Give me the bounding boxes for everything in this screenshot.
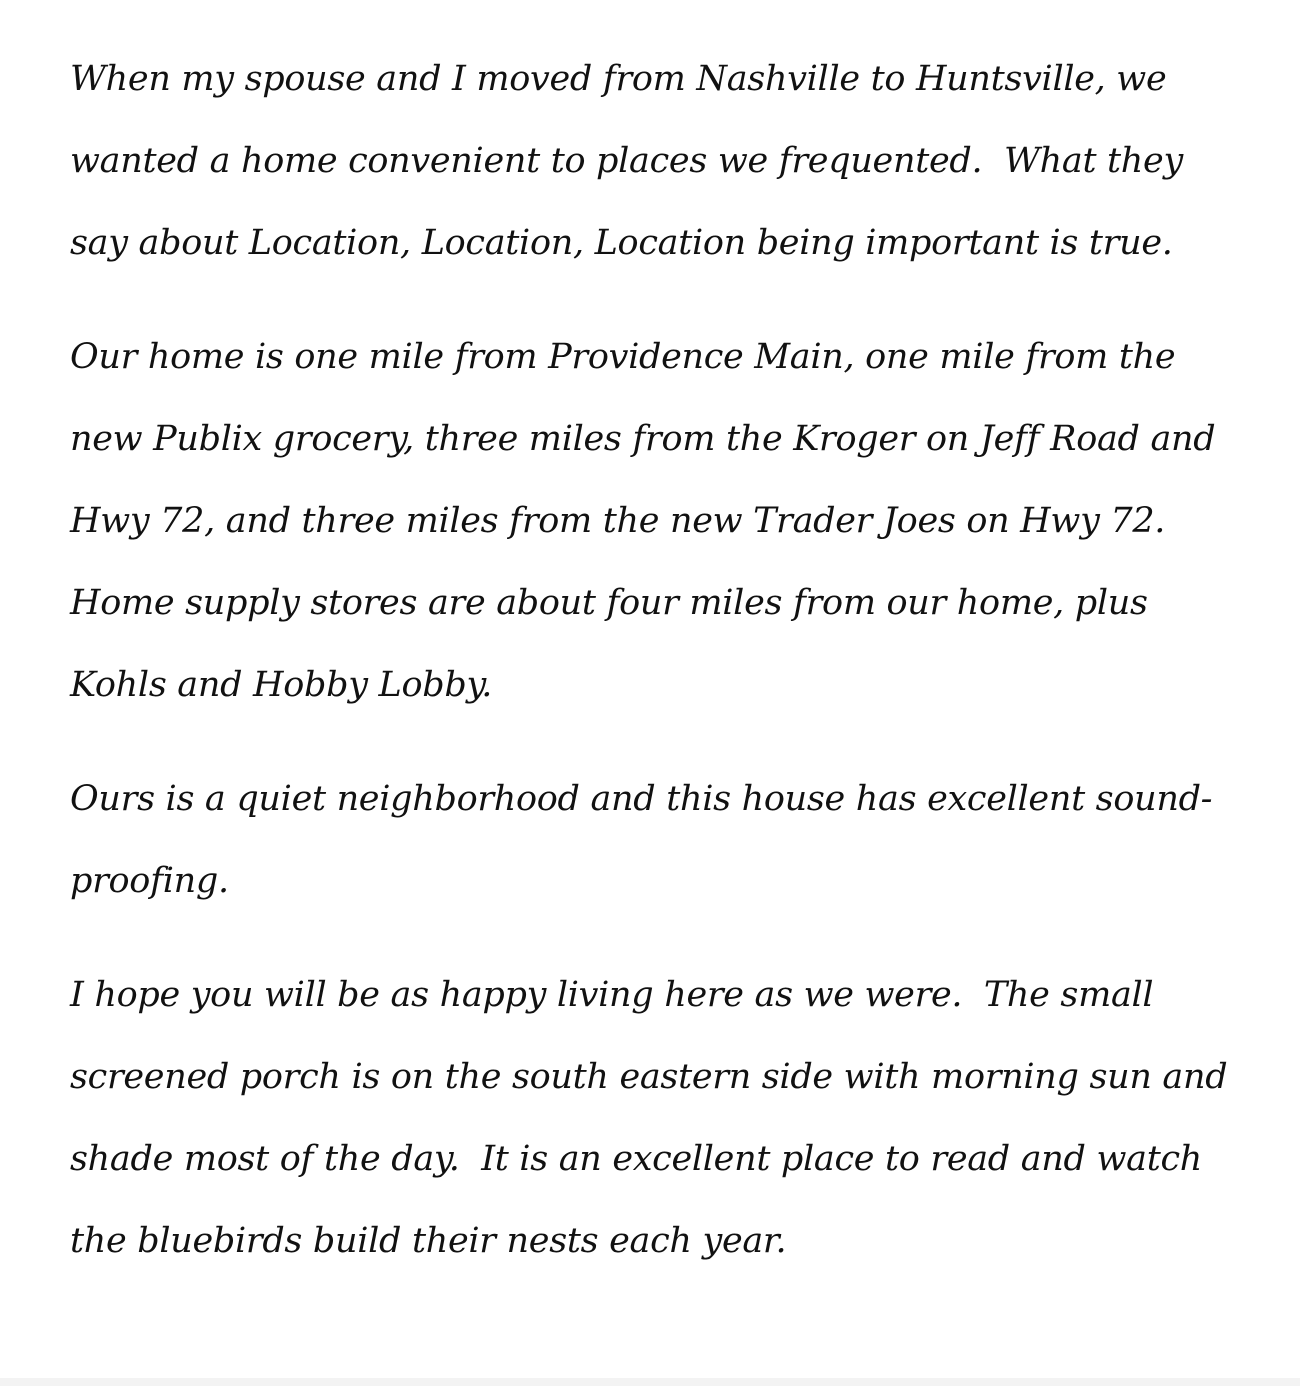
page-bottom-edge xyxy=(0,1378,1300,1386)
paragraph-screened-porch: I hope you will be as happy living here as we were. The small screened porch is on the south eastern side with morning sun and shade most of the day. It is an excellent place to read and watch the bluebirds build their nests each year. xyxy=(70,975,1239,1261)
paragraph-neighborhood: Ours is a quiet neighborhood and this house has excellent sound-proofing. xyxy=(70,779,1213,901)
letter-body xyxy=(70,38,1240,1282)
paragraph-nearby-stores: Our home is one mile from Providence Main, one mile from the new Publix grocery, three miles from the Kroger on Jeff Road and Hwy 72, and three miles from the new Trader Joes on Hwy 72. Home supply stores are about four miles from our home, plus Kohls and Hobby Lobby. xyxy=(70,337,1227,705)
paragraph-location: When my spouse and I moved from Nashville to Huntsville, we wanted a home convenient to places we frequented. What they say about Location, Location, Location being important is true. xyxy=(70,59,1194,263)
